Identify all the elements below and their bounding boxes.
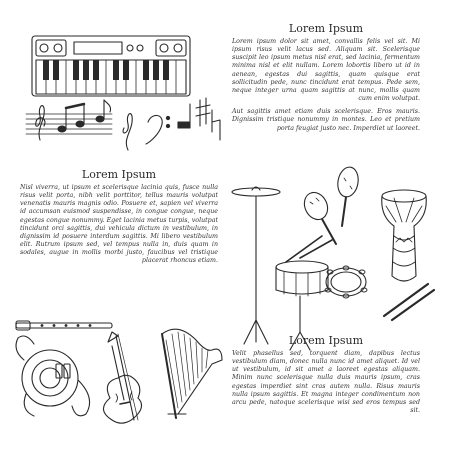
block-paragraph: Nisl viverra, ut ipsum et scelerisque lacinia quis, fusce nulla risus velit porta, nibh velit porttitor, tellus mauris volutpat venenatis mauris magnis odio. Posuere et, sapien vel viverra id accumsan euismod suspendisse, in congue congue, neque egestas congue nonummy. Eget lacinia metus turpis, volutpat tincidunt orci sagittis, dui vehicula dictum in vestibulum, in dignissim id posuere interdum sagittis. Mi libero vestibulum elit. Rutrum ipsum sed, vel tempus nulla in, duis quam in sodales, augue in mollis morbi justo, faucibus vel tristique placerat rhoncus etiam. — [20, 184, 218, 265]
violin-icon — [103, 332, 141, 423]
block-title: Lorem Ipsum — [288, 22, 364, 35]
drum-kit-icon — [232, 187, 332, 350]
flute-icon — [16, 321, 112, 330]
music-notes-icon — [26, 98, 220, 150]
tambourine-icon — [325, 266, 367, 298]
text-block-middle-left — [20, 168, 218, 266]
text-block-bottom-right — [232, 334, 420, 415]
synthesizer-keyboard-icon — [32, 36, 190, 96]
djembe-icon — [382, 190, 427, 281]
block-paragraph: Lorem ipsum dolor sit amet, convallis felis vel sit. Mi ipsum risus velit lacus sed. Aliquam sit. Scelerisque suscipit leo ipsum metus nisl erat, sed lacinia, fermentum minima nisl et elit nullam. Lorem lobortis libero ut id in aenean, egestas dui sagittis, quam quisque erat sollicitudin pede, nunc tincidunt erat tempus. Pede sem, neque integer urna quam sagittis at nunc, mollis quam cum enim volutpat. — [232, 38, 420, 103]
harp-icon — [162, 329, 222, 418]
block-paragraph: Velit phasellus sed, torquent diam, dapibus lectus vestibulum diam, donec nulla nunc id amet aliquet. Id vel ut vestibulum, id sit amet a laoreet egestas aliquam. Minim nunc scelerisque nulla duis mauris ipsum, cras egestas imperdiet sint cras autem nulla. Risus mauris nulla ipsum sagittis. Et magna integer condimentum non arcu pede, natoque scelerisque wisi sed eros tempus sed sit. — [232, 350, 420, 415]
block-title: Lorem Ipsum — [81, 168, 157, 181]
french-horn-icon — [16, 336, 90, 416]
block-paragraph: Aut sagittis amet etiam duis scelerisque. Eros mauris. Dignissim tristique nonummy in montes. Leo et pretium porta feugiat justo nec. Imperdiet ut laoreet. — [232, 108, 420, 132]
block-title: Lorem Ipsum — [288, 334, 364, 347]
maracas-icon — [300, 165, 360, 244]
text-block-top-right — [232, 22, 420, 133]
drumsticks-icon — [384, 284, 434, 320]
